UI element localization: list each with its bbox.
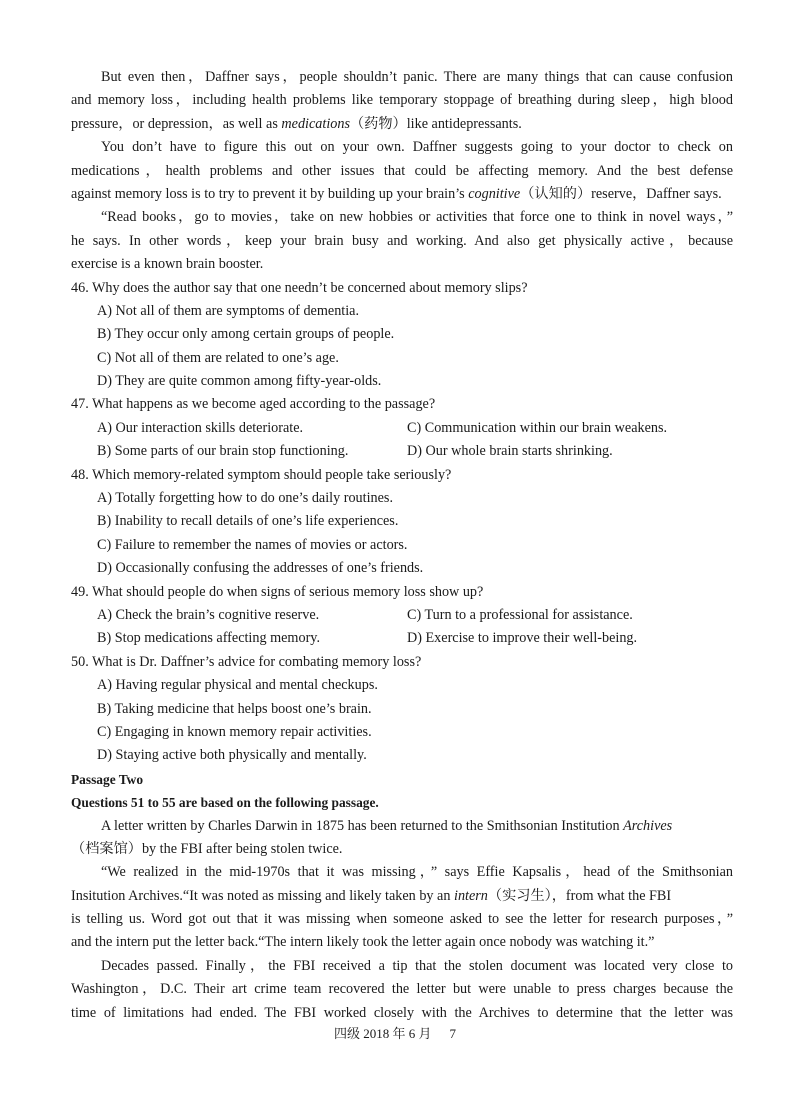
question-stem: 49. What should people do when signs of serious memory loss show up? (71, 583, 484, 600)
answer-option-row (71, 604, 733, 627)
answer-option: B) Some parts of our brain stop functioning. (97, 443, 349, 460)
italic-term: cognitive (468, 185, 521, 202)
paragraph-line: and the intern put the letter back.“The intern likely took the letter again once nobody was watching it.” (71, 934, 655, 951)
paragraph-line: exercise is a known brain booster. (71, 256, 264, 273)
paragraph-line (71, 815, 733, 838)
answer-option: D) Exercise to improve their well-being. (407, 630, 638, 647)
answer-option-row (71, 440, 733, 463)
answer-option: C) Turn to a professional for assistance. (407, 606, 633, 623)
paragraph-line: medications，health problems and other issues that could be affecting memory. And the best defense (71, 162, 733, 179)
paragraph-line: “We realized in the mid-1970s that it was missing，” says Effie Kapsalis，head of the Smithsonian (101, 864, 733, 881)
page-footer (0, 1025, 790, 1043)
question-stem: 50. What is Dr. Daffner’s advice for combating memory loss? (71, 653, 422, 670)
text-run: （药物）like antidepressants. (349, 115, 522, 132)
paragraph-line: But even then，Daffner says，people shouldn’t panic. There are many things that can cause confusion (101, 69, 733, 85)
answer-option: B) Stop medications affecting memory. (97, 630, 321, 647)
answer-option: C) Communication within our brain weakens. (407, 419, 668, 436)
text-run: against memory loss is to try to prevent it by building up your brain’s (71, 185, 469, 202)
text-run: A letter written by Charles Darwin in 1875 has been returned to the Smithsonian Institution (101, 817, 624, 834)
page-content (71, 66, 733, 1025)
answer-option: D) Our whole brain starts shrinking. (407, 443, 613, 460)
paragraph-line: is telling us. Word got out that it was missing when someone asked to see the letter for research purposes，” (71, 911, 733, 928)
paragraph-line (71, 113, 733, 136)
paragraph-line: Washington，D.C. Their art crime team recovered the letter but were unable to press charges because the (71, 981, 733, 998)
section-title: Passage Two (71, 771, 144, 787)
question-stem: 48. Which memory-related symptom should people take seriously? (71, 466, 452, 483)
answer-option: D) Occasionally confusing the addresses of one’s friends. (97, 560, 424, 577)
paragraph-line: he says. In other words，keep your brain busy and working. And also get physically active，because (71, 232, 733, 249)
italic-term: Archives (623, 817, 673, 834)
paragraph-line: and memory loss，including health problems like temporary stoppage of breathing during sleep，high blood (71, 92, 733, 109)
text-run: pressure，or depression，as well as (71, 115, 282, 132)
italic-term: intern (454, 887, 488, 904)
answer-option: A) Totally forgetting how to do one’s daily routines. (97, 490, 393, 507)
answer-option: D) Staying active both physically and mentally. (97, 747, 367, 764)
paragraph-line: （档案馆）by the FBI after being stolen twice. (71, 840, 343, 857)
answer-option: B) Taking medicine that helps boost one’s brain. (97, 700, 372, 717)
answer-option: B) Inability to recall details of one’s life experiences. (97, 513, 399, 530)
answer-option: D) They are quite common among fifty-year-olds. (97, 373, 382, 390)
paragraph-line (71, 183, 733, 206)
text-run: （实习生），from what the FBI (487, 887, 672, 904)
paragraph-line: Decades passed. Finally，the FBI received a tip that the stolen document was located very close to (101, 957, 733, 974)
answer-option: C) Engaging in known memory repair activities. (97, 723, 372, 740)
section-instruction: Questions 51 to 55 are based on the following passage. (71, 795, 379, 811)
question-stem: 46. Why does the author say that one needn’t be concerned about memory slips? (71, 279, 528, 296)
question-stem: 47. What happens as we become aged according to the passage? (71, 396, 436, 413)
paragraph-line: You don’t have to figure this out on your own. Daffner suggests going to your doctor to check on (101, 139, 733, 156)
answer-option: A) Not all of them are symptoms of dementia. (97, 302, 360, 319)
answer-option: B) They occur only among certain groups of people. (97, 326, 395, 343)
answer-option-row (71, 627, 733, 650)
answer-option: A) Our interaction skills deteriorate. (97, 419, 304, 436)
page-number: 7 (449, 1026, 456, 1041)
answer-option-row (71, 417, 733, 440)
answer-option: A) Check the brain’s cognitive reserve. (97, 606, 320, 623)
answer-option: C) Failure to remember the names of movies or actors. (97, 536, 408, 553)
text-run: （认知的）reserve，Daffner says. (520, 185, 722, 202)
text-run: Insitution Archives.“It was noted as missing and likely taken by an (71, 887, 454, 904)
paragraph-line: “Read books，go to movies，take on new hobbies or activities that force one to think in novel ways，” (101, 209, 733, 226)
italic-term: medications (281, 115, 350, 132)
paragraph-line (71, 885, 733, 908)
exam-label: 四级 2018 年 6 月 (333, 1026, 432, 1041)
paragraph-line: time of limitations had ended. The FBI worked closely with the Archives to determine that the letter was (71, 1004, 733, 1021)
answer-option: A) Having regular physical and mental checkups. (97, 677, 378, 694)
answer-option: C) Not all of them are related to one’s age. (97, 349, 339, 366)
